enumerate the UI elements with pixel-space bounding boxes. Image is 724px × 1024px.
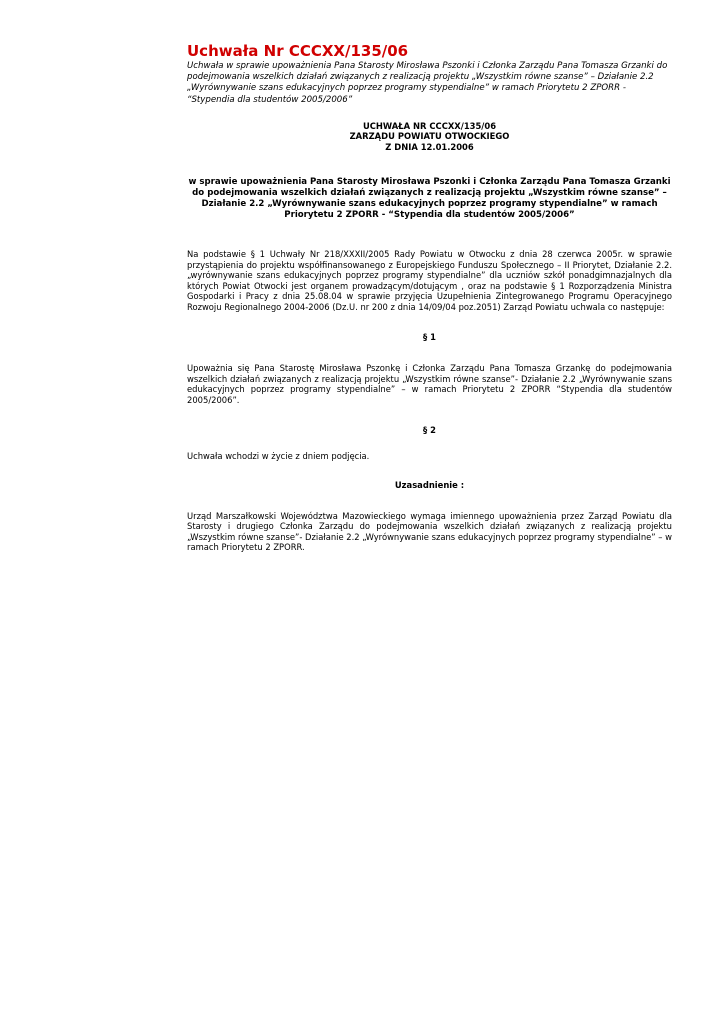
resolution-number: UCHWAŁA NR CCCXX/135/06 [362,120,497,131]
section-2-text: Uchwała wchodzi w życie z dniem podjęcia. [187,451,370,462]
section-1-mark: § 1 [423,332,436,343]
document-subtitle: Uchwała w sprawie upoważnienia Pana Starosty Mirosława Pszonki i Członka Zarządu Pana Tomasza Grzanki do podejmowania wszelkich działań związanych z realizacją projektu „Wszystkim równe szanse” – Działanie 2.2 „Wyrównywanie szans edukacyjnych poprzez programy stypendialne” w ramach Priorytetu 2 ZPORR - “Stypendia dla studentów 2005/2006” [187,61,668,105]
document-content [187,42,672,553]
section-1-text: Upoważnia się Pana Starostę Mirosława Pszonkę i Członka Zarządu Pana Tomasza Grzankę do podejmowania wszelkich działań związanych z realizacją projektu „Wszystkim równe szanse”- Działanie 2.2 „Wyrównywanie szans edukacyjnych poprzez programy stypendialne” – w ramach Priorytetu 2 ZPORR “Stypendia dla studentów 2005/2006”. [187,363,672,405]
legal-basis-paragraph: Na podstawie § 1 Uchwały Nr 218/XXXII/2005 Rady Powiatu w Otwocku z dnia 28 czerwca 2005r. w sprawie przystąpienia do projektu współfinansowanego z Europejskiego Funduszu Społecznego – II Priorytet, Działanie 2.2. „wyrównywanie szans edukacyjnych poprzez programy stypendialne” dla uczniów szkół ponadgimnazjalnych dla których Powiat Otwocki jest organem prowadzącym/dotującym , oraz na podstawie § 1 Rozporządzenia Ministra Gospodarki i Pracy z dnia 25.08.04 w sprawie przyjęcia Uzupełnienia Zintegrowanego Programu Operacyjnego Rozwoju Regionalnego 2004-2006 (Dz.U. nr 200 z dnia 14/09/04 poz.2051) Zarząd Powiatu uchwala co następuje: [187,249,672,312]
resolution-date: Z DNIA 12.01.2006 [385,141,474,152]
document-title: Uchwała Nr CCCXX/135/06 [187,42,409,60]
resolution-heading [187,121,672,153]
resolution-body: ZARZĄDU POWIATU OTWOCKIEGO [349,131,510,142]
resolution-subject: w sprawie upoważnienia Pana Starosty Mirosława Pszonki i Członka Zarządu Pana Tomasza Grzanki do podejmowania wszelkich działań związanych z realizacją projektu „Wszystkim równe szanse” – Działanie 2.2 „Wyrównywanie szans edukacyjnych poprzez programy stypendialne” w ramach Priorytetu 2 ZPORR - “Stypendia dla studentów 2005/2006” [188,177,671,221]
justification-heading: Uzasadnienie : [394,479,465,490]
justification-text: Urząd Marszałkowski Województwa Mazowieckiego wymaga imiennego upoważnienia przez Zarząd Powiatu dla Starosty i drugiego Członka Zarządu do podejmowania wszelkich działań związanych z realizacją projektu „Wszystkim równe szanse”- Działanie 2.2 „Wyrównywanie szans edukacyjnych poprzez programy stypendialne” – w ramach Priorytetu 2 ZPORR. [187,510,672,553]
section-2-mark: § 2 [423,425,436,436]
